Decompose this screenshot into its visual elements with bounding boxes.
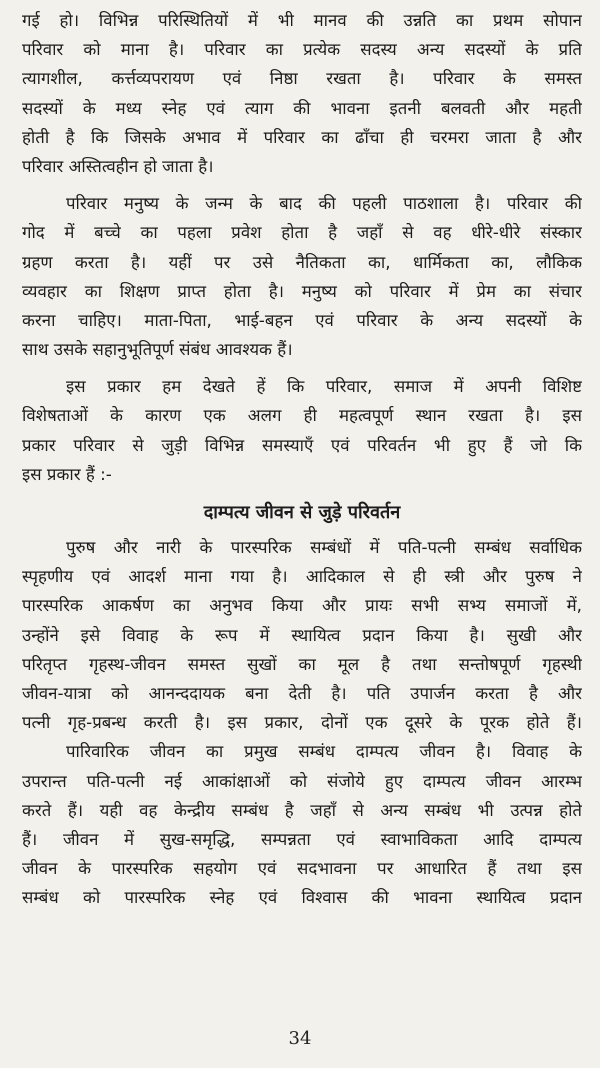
text-line: परिवार मनुष्य के जन्म के बाद की पहली पाठशाला है। परिवार की <box>66 193 582 214</box>
text-line: पारस्परिक आकर्षण का अनुभव किया और प्रायः सभी सभ्य समाजों में, <box>22 595 582 616</box>
text-line: करना चाहिए। माता-पिता, भाई-बहन एवं परिवार के अन्य सदस्यों के <box>22 309 582 330</box>
paragraph <box>22 372 582 489</box>
text-line: परितृप्त गृहस्थ-जीवन समस्त सुखों का मूल है तथा सन्तोषपूर्ण गृहस्थी <box>22 653 582 674</box>
text-line: प्रकार परिवार से जुड़ी विभिन्न समस्याएँ एवं परिवर्तन भी हुए हैं जो कि <box>22 434 582 455</box>
text-line: जीवन-यात्रा को आनन्ददायक बना देती है। पति उपार्जन करता है और <box>22 682 582 703</box>
page-text <box>22 6 582 912</box>
text-line: परिवार को माना है। परिवार का प्रत्येक सदस्य अन्य सदस्यों के प्रति <box>22 39 582 60</box>
text-line: स्पृहणीय एवं आदर्श माना गया है। आदिकाल से ही स्त्री और पुरुष ने <box>22 566 582 587</box>
section-heading: दाम्पत्य जीवन से जुड़े परिवर्तन <box>203 502 401 523</box>
paragraph <box>22 6 582 181</box>
text-line: परिवार अस्तित्वहीन हो जाता है। <box>22 155 214 176</box>
text-line: सदस्यों के मध्य स्नेह एवं त्याग की भावना इतनी बलवती और महती <box>22 97 582 118</box>
text-line: व्यवहार का शिक्षण प्राप्त होता है। मनुष्य को परिवार में प्रेम का संचार <box>22 280 582 301</box>
text-line: इस प्रकार हम देखते हें कि परिवार, समाज में अपनी विशिष्ट <box>66 376 582 397</box>
text-line: त्यागशील, कर्त्तव्यपरायण एवं निष्ठा रखता है। परिवार के समस्त <box>22 68 582 89</box>
text-line: पुरुष और नारी के पारस्परिक सम्बंधों में पति-पत्नी सम्बंध सर्वाधिक <box>66 537 582 557</box>
text-line: जीवन के पारस्परिक सहयोग एवं सदभावना पर आधारित हैं तथा इस <box>22 858 582 879</box>
text-line: करते हैं। यही वह केन्द्रीय सम्बंध है जहाँ से अन्य सम्बंध भी उत्पन्न होते <box>22 799 582 820</box>
text-line: सम्बंध को पारस्परिक स्नेह एवं विश्वास की भावना स्थायित्व प्रदान <box>22 887 582 908</box>
text-line: उन्होंने इसे विवाह के रूप में स्थायित्व प्रदान किया है। सुखी और <box>22 624 582 645</box>
text-line: हैं। जीवन में सुख-समृद्धि, सम्पन्नता एवं स्वाभाविकता आदि दाम्पत्य <box>22 828 582 849</box>
text-line: साथ उसके सहानुभूतिपूर्ण संबंध आवश्यक हैं। <box>22 339 293 360</box>
text-line: विशेषताओं के कारण एक अलग ही महत्वपूर्ण स्थान रखता है। इस <box>22 405 582 426</box>
page-number: 34 <box>288 1028 312 1049</box>
text-line: गई हो। विभिन्न परिस्थितियों में भी मानव की उन्नति का प्रथम सोपान <box>22 10 582 30</box>
text-line: गोद में बच्चे का पहला प्रवेश होता है जहाँ से वह धीरे-धीरे संस्कार <box>22 222 582 243</box>
text-line: ग्रहण करता है। यहीं पर उसे नैतिकता का, धार्मिकता का, लौकिक <box>22 251 582 272</box>
text-line: होती है कि जिसके अभाव में परिवार का ढाँचा ही चरमरा जाता है और <box>22 126 582 147</box>
paragraph <box>22 533 582 737</box>
paragraph <box>22 737 582 912</box>
text-line: उपरान्त पति-पत्नी नई आकांक्षाओं को संजोये हुए दाम्पत्य जीवन आरम्भ <box>22 770 582 791</box>
text-line: इस प्रकार हैं :- <box>22 463 112 484</box>
paragraph <box>22 189 582 364</box>
text-line: पत्नी गृह-प्रबन्ध करती है। इस प्रकार, दोनों एक दूसरे के पूरक होते हैं। <box>22 712 582 733</box>
text-line: पारिवारिक जीवन का प्रमुख सम्बंध दाम्पत्य जीवन है। विवाह के <box>66 741 582 762</box>
